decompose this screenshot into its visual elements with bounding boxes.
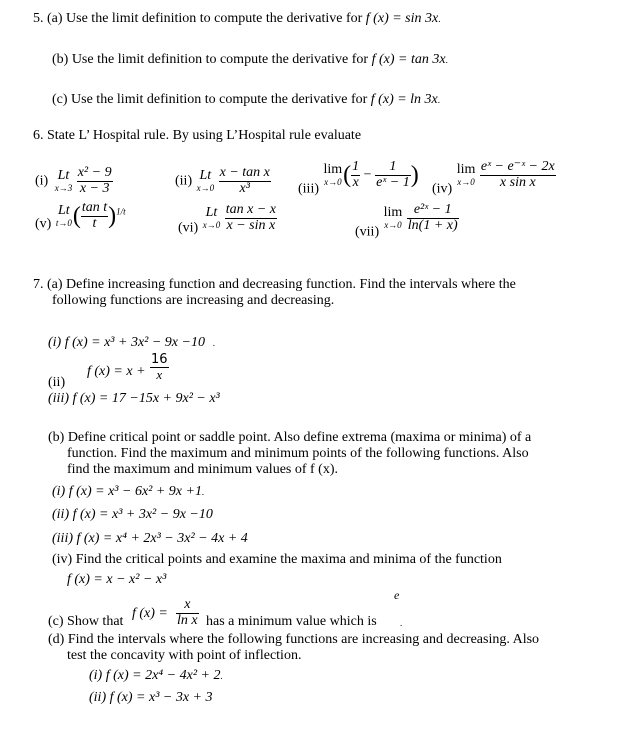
q7c-fraction: [176, 598, 199, 628]
q6-i-limit: [54, 169, 74, 193]
q6-v-num: tan t: [81, 200, 108, 215]
q6-v-den: t: [92, 215, 97, 231]
q5b-function: f (x) = tan 3x: [371, 52, 446, 67]
q7b-iii: (iii) f (x) = x⁴ + 2x³ − 3x² − 4x + 4: [52, 531, 248, 546]
q6-v-exp: 1/t: [116, 206, 126, 217]
q5c-line: [52, 92, 440, 108]
q5b-line: [52, 52, 448, 68]
q6-iii-term1: [351, 160, 360, 190]
q6-v-lparen: (: [72, 203, 81, 230]
q6-v: [35, 201, 126, 233]
q6-ii-den: x³: [239, 180, 250, 196]
q7a-line1: 7. (a) Define increasing function and decreasing function. Find the intervals where the: [33, 277, 516, 292]
q6-vi-num: tan x − x: [225, 202, 276, 217]
q6-v-sub: t→0: [55, 217, 72, 228]
q6-vi-den: x − sin x: [226, 217, 276, 233]
q6-vi-fraction: [225, 203, 277, 233]
q5a-function: f (x) = sin 3x: [365, 11, 439, 26]
q6-iii-limit: [323, 163, 344, 187]
q6-iv: [432, 160, 556, 198]
q6-vii-fraction: [407, 203, 459, 233]
q7c-pre: (c) Show that: [48, 614, 124, 629]
q7d-line2: test the concavity with point of inflection.: [67, 648, 302, 663]
q6-iii-lim: lim: [323, 162, 343, 178]
q7d-line1: (d) Find the intervals where the following functions are increasing and decreasing. Also: [48, 632, 540, 647]
q6-iii-sub: x→0: [324, 176, 342, 187]
q6-iii-lparen: (: [343, 162, 352, 189]
q7a-i-text: (i) f (x) = x³ + 3x² − 9x −10: [48, 335, 205, 350]
q6-v-lt: Lt: [57, 203, 70, 219]
q5b-text: (b) Use the limit definition to compute the derivative for: [52, 52, 369, 67]
q5a-text: 5. (a) Use the limit definition to compute the derivative for: [33, 11, 363, 26]
q7a-ii-num: 16: [151, 352, 168, 367]
q6-ii-fraction: [219, 166, 271, 196]
q6-vii: [355, 203, 459, 241]
q7d-i-dot: .: [220, 671, 223, 681]
q6-iii-rparen: ): [410, 162, 419, 189]
q6-ii-lt: Lt: [199, 168, 212, 184]
q6-i-label: (i): [35, 173, 49, 189]
q6-ii-label: (ii): [175, 173, 193, 189]
q7c-num: x: [176, 598, 199, 614]
q6-iv-label: (iv): [432, 181, 453, 197]
q6-vi: [178, 203, 277, 237]
q7b-i: [52, 484, 204, 500]
q6-vii-lim: lim: [383, 205, 403, 221]
q6-iii-t2den: eˣ − 1: [376, 174, 410, 190]
q7d-i-text: (i) f (x) = 2x⁴ − 4x² + 2: [89, 668, 221, 683]
q6-i-lt: Lt: [57, 168, 70, 184]
q7b-iv-function: f (x) = x − x² − x³: [67, 572, 167, 587]
q6-vii-den: ln(1 + x): [407, 217, 458, 233]
q5a-line: [33, 11, 440, 27]
q5b-dot: .: [445, 55, 448, 65]
q7a-i: [48, 335, 215, 351]
q6-iv-limit: [456, 163, 477, 187]
q6-vi-sub: x→0: [202, 219, 221, 230]
q7b-i-text: (i) f (x) = x³ − 6x² + 9x +1: [52, 484, 202, 499]
q7c-den: ln x: [177, 612, 198, 628]
q7b-ii: (ii) f (x) = x³ + 3x² − 9x −10: [52, 507, 213, 522]
q6-i-fraction: [77, 166, 113, 196]
q6-i: [35, 166, 113, 196]
q6-ii: [175, 166, 271, 196]
q6-iii-label: (iii): [298, 181, 319, 197]
q6-iii-minus: −: [363, 167, 372, 183]
q5c-text: (c) Use the limit definition to compute the derivative for: [52, 92, 368, 107]
q7c-line: [48, 598, 568, 630]
q6-title: 6. State L’ Hospital rule. By using L’Hospital rule evaluate: [33, 128, 362, 143]
q6-iv-fraction: [480, 160, 556, 190]
q6-ii-sub: x→0: [196, 182, 215, 193]
q6-i-den: x − 3: [79, 180, 110, 196]
q5c-function: f (x) = ln 3x: [370, 92, 438, 107]
q7b-line2: function. Find the maximum and minimum points of the following functions. Also: [67, 446, 529, 461]
q6-i-sub: x→3: [54, 182, 73, 193]
q7b-i-dot: .: [201, 487, 205, 497]
q5c-dot: .: [437, 95, 441, 105]
q6-ii-num: x − tan x: [219, 165, 270, 180]
q7d-ii: (ii) f (x) = x³ − 3x + 3: [89, 690, 213, 705]
q7a-line2: following functions are increasing and decreasing.: [52, 293, 335, 308]
q6-iii-t1den: x: [352, 174, 359, 190]
q6-iv-sub: x→0: [457, 176, 475, 187]
q7d-i: [89, 668, 223, 684]
q5a-dot: .: [438, 14, 441, 24]
q7b-line1: (b) Define critical point or saddle point. Also define extrema (maxima or minima) of a: [48, 430, 532, 445]
q7a-iii: (iii) f (x) = 17 −15x + 9x² − x³: [48, 391, 220, 406]
q6-v-fraction: [81, 201, 108, 231]
q6-iv-num: eˣ − e⁻ˣ − 2x: [480, 159, 555, 174]
q6-vi-label: (vi): [178, 220, 199, 236]
q7c-dot: .: [400, 618, 403, 628]
q6-iii-t1num: 1: [352, 159, 360, 174]
q7a-ii-lhs: f (x) = x +: [87, 364, 146, 379]
q7c-e: e: [394, 588, 400, 602]
q6-ii-limit: [196, 169, 216, 193]
q7c-post: has a minimum value which is: [206, 614, 377, 629]
q7c-lhs: f (x) =: [132, 606, 168, 621]
q6-iii: [298, 160, 419, 198]
q6-vii-label: (vii): [355, 224, 380, 240]
q6-vi-lt: Lt: [205, 205, 218, 221]
q6-vii-num: e²ˣ − 1: [407, 203, 459, 219]
q6-iv-lim: lim: [456, 162, 476, 178]
q6-v-rparen: ): [108, 203, 117, 230]
q7b-iv: (iv) Find the critical points and examine the maxima and minima of the function: [52, 552, 502, 567]
q6-vii-sub: x→0: [384, 219, 402, 230]
q6-iii-term2: [375, 160, 411, 190]
q6-v-label: (v): [35, 216, 52, 232]
q6-iv-den: x sin x: [499, 174, 536, 190]
q7a-ii-label: (ii): [48, 375, 66, 390]
q6-iii-t2num: 1: [375, 160, 411, 176]
q7a-ii-den: x: [156, 366, 163, 382]
q6-v-limit: [55, 204, 73, 228]
q7b-line3: find the maximum and minimum values of f (x).: [67, 462, 339, 477]
q7a-i-dot: .: [212, 338, 216, 348]
q6-vi-limit: [202, 206, 222, 230]
q7a-ii-fraction: [150, 353, 169, 381]
q6-i-num: x² − 9: [77, 165, 112, 180]
q6-vii-limit: [383, 206, 404, 230]
